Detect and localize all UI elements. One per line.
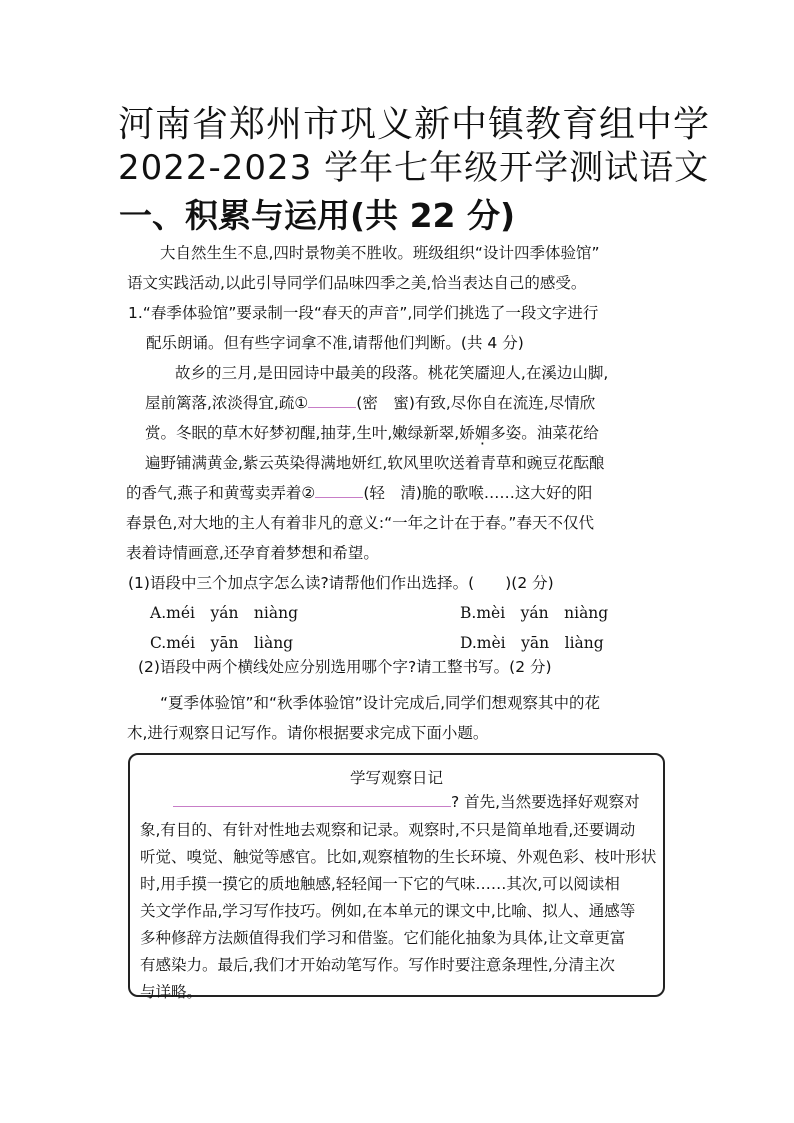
blank-2[interactable] <box>315 483 363 498</box>
passage-line5-end: (轻 清)脆的歌喉……这大好的阳 <box>363 484 593 502</box>
intro-line1: 大自然生生不息,四时景物美不胜收。班级组织“设计四季体验馆” <box>160 244 600 262</box>
passage-line2-end: (密 蜜)有致,尽你自在流连,尽情欣 <box>356 394 596 412</box>
box-line2: 象,有目的、有针对性地去观察和记录。观察时,不只是简单地看,还要调动 <box>140 821 636 839</box>
passage-line2 <box>145 393 595 413</box>
subquestion1: (1)语段中三个加点字怎么读?请帮他们作出选择。( )(2 分) <box>128 574 554 592</box>
option-d[interactable]: D.mèi yān liàng <box>460 634 604 652</box>
box-line1 <box>173 792 640 812</box>
passage-line2-start: 屋前篱落,浓淡得宜,疏① <box>145 394 309 412</box>
passage-line1: 故乡的三月,是田园诗中最美的段落。桃花笑靥迎人,在溪边山脚, <box>175 364 609 382</box>
box-line7: 有感染力。最后,我们才开始动笔写作。写作时要注意条理性,分清主次 <box>140 956 615 974</box>
box-title: 学写观察日记 <box>349 769 443 787</box>
section-heading: 一、积累与运用(共 22 分) <box>119 196 516 235</box>
passage-line5 <box>126 483 592 503</box>
box-line1-text: ? 首先,当然要选择好观察对 <box>451 793 640 811</box>
box-line4: 时,用手摸一摸它的质地触感,轻轻闻一下它的气味……其次,可以阅读相 <box>140 875 620 893</box>
question1-line1: 1.“春季体验馆”要录制一段“春天的声音”,同学们挑选了一段文字进行 <box>128 304 599 322</box>
question1-line2: 配乐朗诵。但有些字词拿不准,请帮他们判断。(共 4 分) <box>146 334 524 352</box>
transition-line2: 木,进行观察日记写作。请你根据要求完成下面小题。 <box>127 724 489 742</box>
passage-line6: 春景色,对大地的主人有着非凡的意义:“一年之计在于春。”春天不仅代 <box>126 514 594 532</box>
box-line6: 多种修辞方法颇值得我们学习和借鉴。它们能化抽象为具体,让文章更富 <box>140 929 626 947</box>
option-c[interactable]: C.méi yān liàng <box>150 634 294 652</box>
passage-line7: 表着诗情画意,还孕育着梦想和希望。 <box>126 544 379 562</box>
box-line8: 与详略。 <box>140 983 203 1001</box>
dotted-char: 媚 <box>474 424 491 442</box>
option-a[interactable]: A.méi yán niàng <box>150 604 299 622</box>
box-line3: 听觉、嗅觉、触觉等感官。比如,观察植物的生长环境、外观色彩、枝叶形状 <box>140 848 657 866</box>
subquestion2: (2)语段中两个横线处应分别选用哪个字?请工整书写。(2 分) <box>138 658 552 676</box>
passage-line3-start: 赏。冬眠的草木好梦初醒,抽芽,生叶,嫩绿新翠,娇 <box>145 424 475 442</box>
document-title-line1: 河南省郑州市巩义新中镇教育组中学 <box>118 104 711 145</box>
blank-1[interactable] <box>308 393 356 408</box>
passage-line4: 遍野铺满黄金,紫云英染得满地妍红,软风里吹送着青草和豌豆花酝酿 <box>145 454 605 472</box>
option-b[interactable]: B.mèi yán niàng <box>460 604 609 622</box>
passage-line5-start: 的香气,燕子和黄莺卖弄着② <box>126 484 316 502</box>
box-blank[interactable] <box>173 792 451 807</box>
transition-line1: “夏季体验馆”和“秋季体验馆”设计完成后,同学们想观察其中的花 <box>160 694 601 712</box>
passage-line3 <box>145 423 599 443</box>
intro-line2: 语文实践活动,以此引导同学们品味四季之美,恰当表达自己的感受。 <box>127 274 587 292</box>
passage-line3-end: 多姿。油菜花给 <box>490 424 599 442</box>
document-title-line2: 2022-2023 学年七年级开学测试语文 <box>118 148 710 188</box>
box-line5: 关文学作品,学习写作技巧。例如,在本单元的课文中,比喻、拟人、通感等 <box>140 902 636 920</box>
